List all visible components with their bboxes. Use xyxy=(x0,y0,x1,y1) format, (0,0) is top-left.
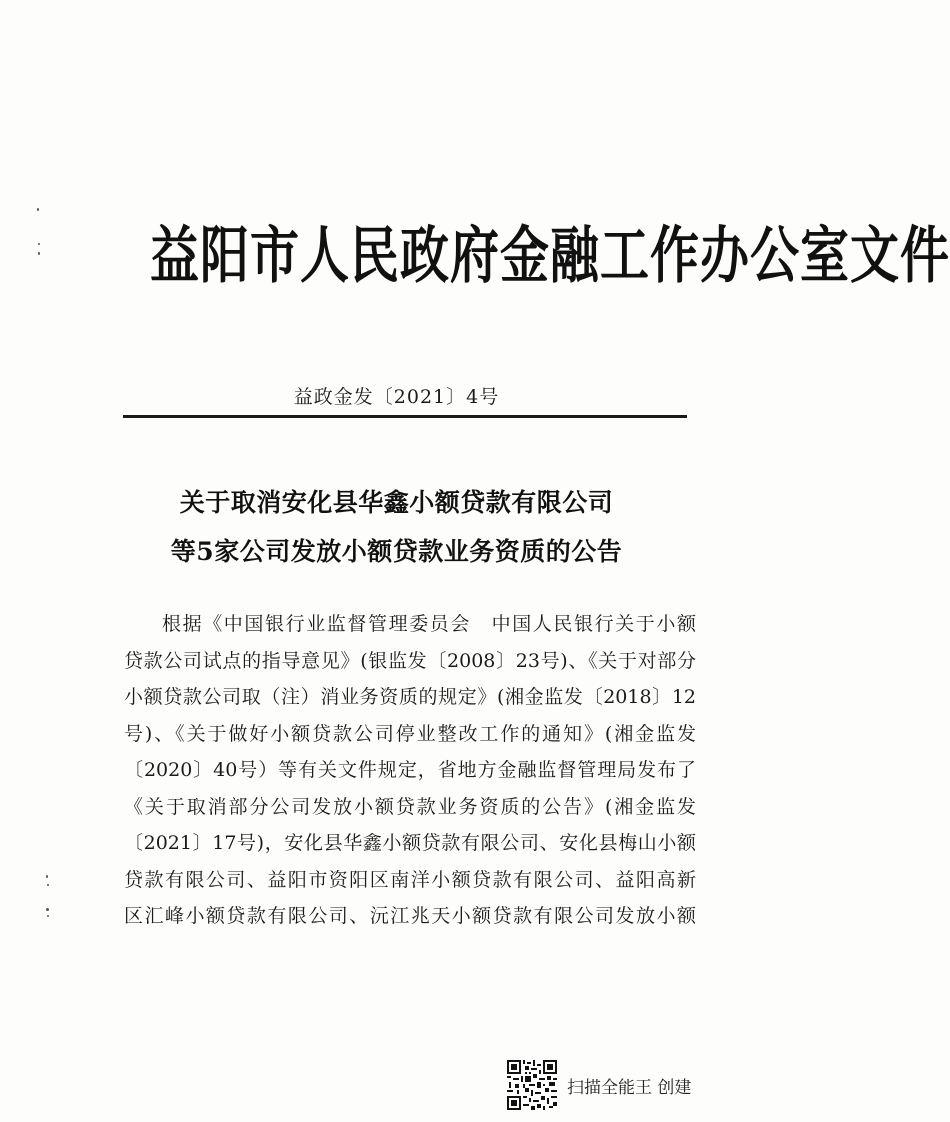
body-line: 〔2020〕40号）等有关文件规定，省地方金融监督管理局发布了 xyxy=(124,759,696,781)
body-line: 根据《中国银行业监督管理委员会 中国人民银行关于小额 xyxy=(162,613,696,635)
body-line: 号)、《关于做好小额贷款公司停业整改工作的通知》(湘金监发 xyxy=(124,722,696,745)
scan-speck xyxy=(37,208,39,211)
scan-speck xyxy=(46,875,48,878)
scan-speck xyxy=(46,908,49,911)
qr-code-icon xyxy=(507,1060,557,1110)
scan-speck xyxy=(38,252,40,255)
scan-speck xyxy=(47,884,49,886)
notice-body xyxy=(124,606,696,935)
notice-title-line-2: 等5家公司发放小额贷款业务资质的公告 xyxy=(170,537,623,566)
body-line: 小额贷款公司取（注）消业务资质的规定》(湘金监发〔2018〕12 xyxy=(124,686,696,708)
body-line: 《关于取消部分公司发放小额贷款业务资质的公告》(湘金监发 xyxy=(124,795,696,818)
body-line: 区汇峰小额贷款有限公司、沅江兆天小额贷款有限公司发放小额 xyxy=(124,905,696,927)
body-line: 〔2021〕17号)，安化县华鑫小额贷款有限公司、安化县梅山小额 xyxy=(124,832,696,854)
document-header-title: 益阳市人民政府金融工作办公室文件 xyxy=(150,218,950,292)
scanner-label: 扫描全能王 创建 xyxy=(567,1077,692,1098)
body-line: 贷款有限公司、益阳市资阳区南洋小额贷款有限公司、益阳高新 xyxy=(124,868,696,891)
scanner-watermark xyxy=(507,1059,727,1111)
notice-title-line-1: 关于取消安化县华鑫小额贷款有限公司 xyxy=(179,488,614,517)
scan-speck xyxy=(38,243,40,245)
scan-speck xyxy=(47,915,49,917)
header-divider xyxy=(123,415,687,418)
body-line: 贷款公司试点的指导意见》(银监发〔2008〕23号)、《关于对部分 xyxy=(124,649,696,672)
document-number: 益政金发〔2021〕4号 xyxy=(293,386,500,408)
